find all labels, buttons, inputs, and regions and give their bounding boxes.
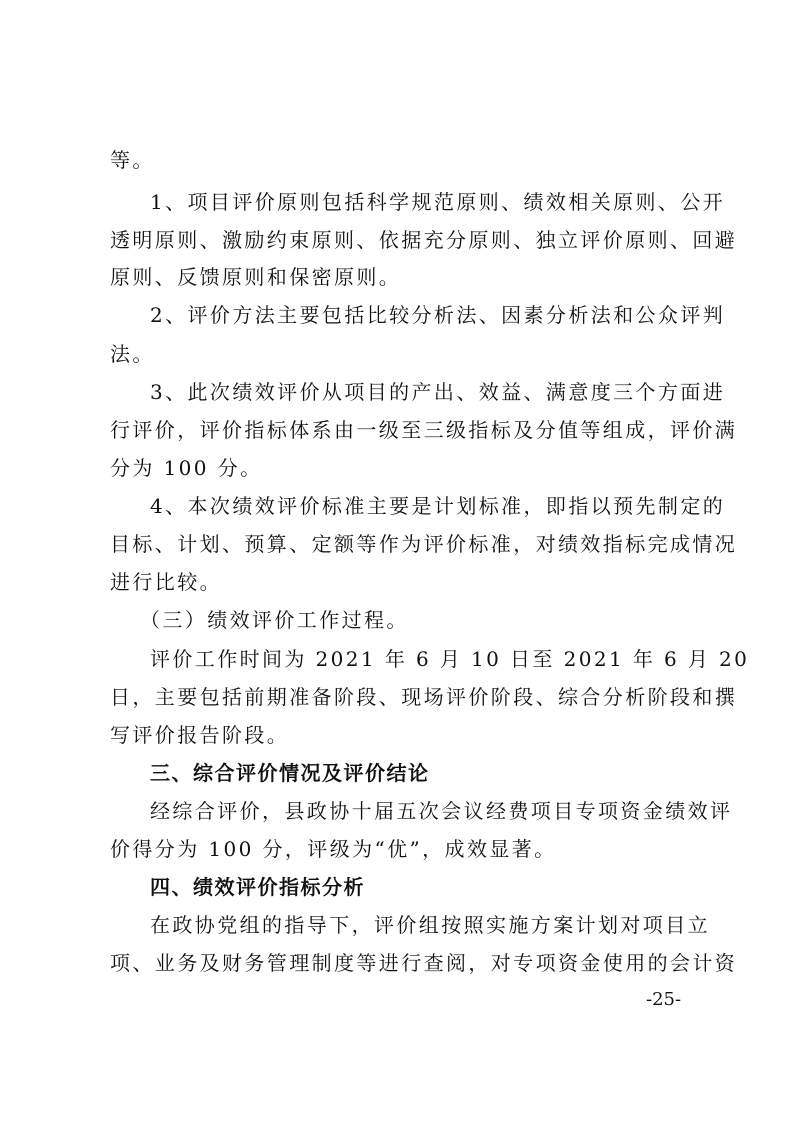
text-line: 法。 [110, 342, 155, 366]
text-line: 日，主要包括前期准备阶段、现场评价阶段、综合分析阶段和撰 [110, 685, 738, 709]
text-line: 分为 100 分。 [110, 456, 263, 480]
text-line: 透明原则、激励约束原则、依据充分原则、独立评价原则、回避 [110, 228, 738, 252]
text-line: 原则、反馈原则和保密原则。 [110, 265, 402, 289]
text-line: 项、业务及财务管理制度等进行查阅，对专项资金使用的会计资 [110, 951, 738, 975]
text-line: 目标、计划、预算、定额等作为评价标准，对绩效指标完成情况 [110, 532, 738, 556]
text-line: 价得分为 100 分，评级为“优”，成效显著。 [110, 837, 557, 861]
text-line: 3、此次绩效评价从项目的产出、效益、满意度三个方面进 [150, 380, 726, 404]
text-line: 在政协党组的指导下，评价组按照实施方案计划对项目立 [150, 913, 710, 937]
text-line: 写评价报告阶段。 [110, 723, 290, 747]
page-number: -25- [646, 989, 682, 1010]
text-line: 2、评价方法主要包括比较分析法、因素分析法和公众评判 [150, 303, 726, 327]
section-subtitle: （三）绩效评价工作过程。 [140, 608, 409, 632]
text-line: 4、本次绩效评价标准主要是计划标准，即指以预先制定的 [150, 494, 726, 518]
text-line: 进行比较。 [110, 570, 222, 594]
text-line: 行评价，评价指标体系由一级至三级指标及分值等组成，评价满 [110, 418, 738, 442]
text-line: 经综合评价，县政协十届五次会议经费项目专项资金绩效评 [150, 799, 733, 823]
text-line: 等。 [110, 148, 155, 172]
text-line: 1、项目评价原则包括科学规范原则、绩效相关原则、公开 [150, 190, 726, 214]
section-heading: 三、综合评价情况及评价结论 [150, 761, 430, 785]
text-line: 评价工作时间为 2021 年 6 月 10 日至 2021 年 6 月 20 [150, 647, 750, 671]
section-heading: 四、绩效评价指标分析 [150, 875, 365, 899]
